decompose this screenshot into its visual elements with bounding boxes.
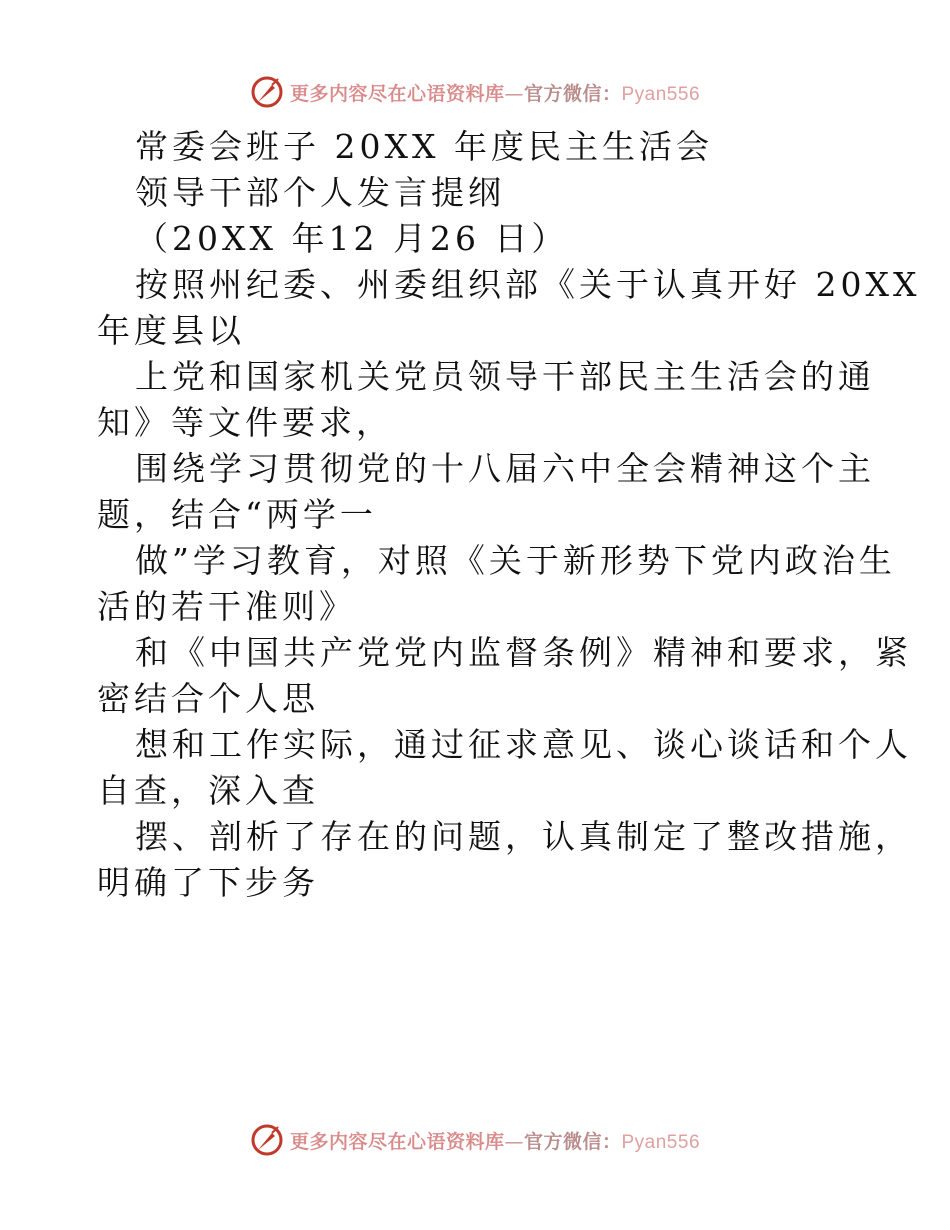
paragraph-line: 自查，深入查	[97, 771, 319, 810]
paragraph-line: 年度县以	[97, 311, 245, 350]
quill-pen-logo-icon	[250, 1123, 284, 1157]
document-body	[0, 124, 950, 906]
paragraph-line: 知》等文件要求，	[97, 403, 393, 442]
watermark-handle: Pyan556	[621, 83, 701, 105]
quill-pen-logo-icon	[250, 75, 284, 109]
paragraph-line: 和《中国共产党党内监督条例》精神和要求，紧	[135, 633, 912, 672]
watermark-main: 更多内容尽在心语资料库	[289, 1130, 505, 1153]
paragraph-line: 题，结合“两学一	[97, 495, 377, 534]
paragraph-line: 明确了下步务	[97, 863, 319, 902]
header-watermark	[0, 72, 950, 112]
paragraph-line: 做”学习教育，对照《关于新形势下党内政治生	[135, 541, 896, 580]
document-date: （20XX 年12 月26 日）	[135, 219, 569, 258]
document-title-line-2: 领导干部个人发言提纲	[135, 173, 505, 212]
paragraph-line: 活的若干准则》	[97, 587, 356, 626]
paragraph-line: 摆、剖析了存在的问题，认真制定了整改措施，	[135, 817, 912, 856]
paragraph-line: 围绕学习贯彻党的十八届六中全会精神这个主	[135, 449, 875, 488]
watermark-dash: —	[504, 1130, 524, 1153]
paragraph-line: 上党和国家机关党员领导干部民主生活会的通	[135, 357, 875, 396]
paragraph-line: 按照州纪委、州委组织部《关于认真开好 20XX	[135, 265, 921, 304]
watermark-text	[290, 1127, 700, 1154]
paragraph-line: 密结合个人思	[97, 679, 319, 718]
watermark-label: 官方微信：	[523, 1130, 622, 1153]
watermark-text	[290, 79, 700, 106]
watermark-label: 官方微信：	[523, 82, 622, 105]
paragraph-line: 想和工作实际，通过征求意见、谈心谈话和个人	[135, 725, 912, 764]
watermark-main: 更多内容尽在心语资料库	[289, 82, 505, 105]
document-title-line-1: 常委会班子 20XX 年度民主生活会	[135, 127, 713, 166]
watermark-dash: —	[504, 82, 524, 105]
footer-watermark	[0, 1120, 950, 1160]
watermark-handle: Pyan556	[621, 1131, 701, 1153]
